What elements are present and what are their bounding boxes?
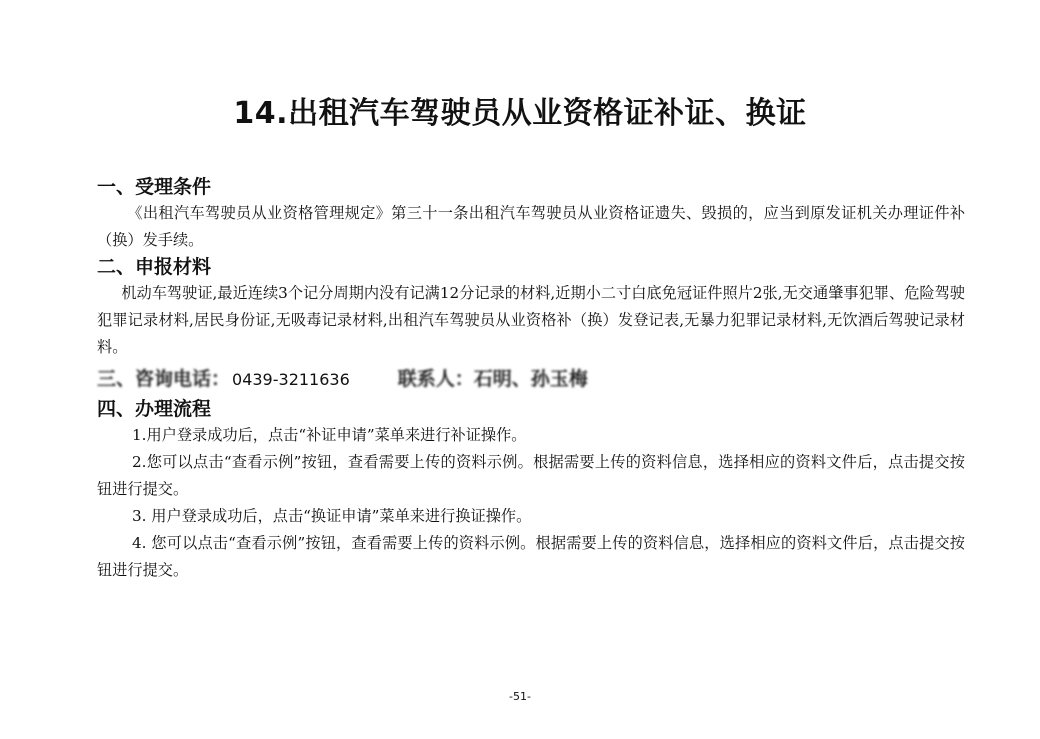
process-step-3: 3. 用户登录成功后，点击“换证申请”菜单来进行换证操作。 (131, 507, 532, 525)
process-step-4: 4. 您可以点击“查看示例”按钮，查看需要上传的资料示例。根据需要上传的资料信息，选择相应的资料文件后，点击提交按钮进行提交。 (97, 534, 965, 579)
page-title: 14.出租汽车驾驶员从业资格证补证、换证 (233, 96, 807, 131)
section-heading-process: 四、办理流程 (97, 398, 212, 420)
process-step-1: 1.用户登录成功后，点击“补证申请”菜单来进行补证操作。 (131, 426, 527, 444)
section-text-conditions: 《出租汽车驾驶员从业资格管理规定》第三十一条出租汽车驾驶员从业资格证遗失、毁损的，应当到原发证机关办理证件补（换）发手续。 (97, 204, 965, 249)
section-heading-conditions: 一、受理条件 (97, 176, 212, 198)
section-heading-materials: 二、申报材料 (97, 256, 212, 278)
page-number: -51- (509, 690, 531, 703)
document-body (97, 174, 965, 584)
contact-label: 联系人： (397, 368, 474, 390)
phone-number: 0439-3211636 (232, 370, 350, 389)
section-text-materials: 机动车驾驶证,最近连续3个记分周期内没有记满12分记录的材料,近期小二寸白底免冠证件照片2张,无交通肇事犯罪、危险驾驶犯罪记录材料,居民身份证,无吸毒记录材料,出租汽车驾驶员从业资格补（换）发登记表,无暴力犯罪记录材料,无饮酒后驾驶记录材料。 (97, 284, 965, 356)
process-step-2: 2.您可以点击“查看示例”按钮，查看需要上传的资料示例。根据需要上传的资料信息，选择相应的资料文件后，点击提交按钮进行提交。 (97, 453, 965, 498)
contact-info (97, 363, 965, 396)
section-heading-phone: 三、咨询电话： (97, 368, 231, 390)
contact-names: 石明、孙玉梅 (473, 368, 588, 390)
